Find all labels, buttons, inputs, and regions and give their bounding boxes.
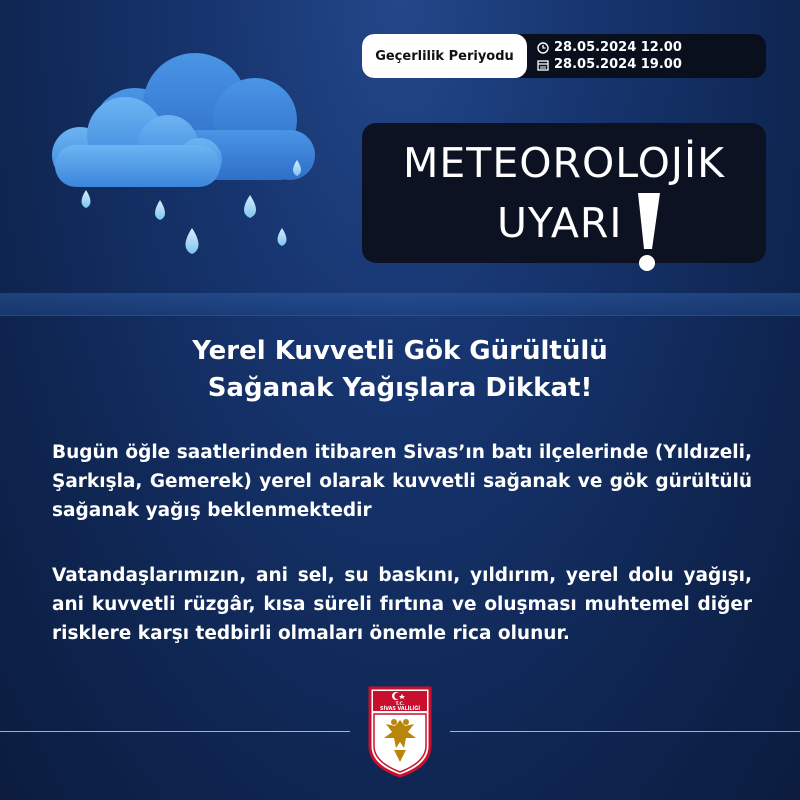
logo-text-top: T.C. [395,702,405,707]
sivas-valiligi-logo [368,686,432,778]
footer-line-left [0,731,350,732]
footer-line-right [450,731,800,732]
validity-start: 28.05.2024 12.00 [554,40,682,55]
validity-start-row [537,39,682,56]
validity-end: 28.05.2024 19.00 [554,57,682,72]
warning-title-box [362,123,766,263]
title-line-1: METEOROLOJİK [403,139,725,187]
validity-end-row [537,56,682,73]
headline-line-1: Yerel Kuvvetli Gök Gürültülü [192,336,608,366]
calendar-icon [537,59,549,71]
clock-icon [537,42,549,54]
validity-period-badge [362,34,766,78]
logo-text-main: SİVAS VALİLİĞİ [380,707,420,712]
validity-label: Geçerlilik Periyodu [362,34,527,78]
headline [0,333,800,407]
headline-line-2: Sağanak Yağışlara Dikkat! [207,373,593,403]
body-paragraph-1: Bugün öğle saatlerinden itibaren Sivas’ın batı ilçelerinde (Yıldızeli, Şarkışla, Gemerek) yerel olarak kuvvetli sağanak ve gök gürültülü sağanak yağış beklenmektedir [52,442,752,521]
divider-line [0,315,800,316]
body-paragraph-2: Vatandaşlarımızın, ani sel, su baskını, yıldırım, yerel dolu yağışı, ani kuvvetli rüzgâr, kısa süreli fırtına ve oluşması muhtemel diğer risklere karşı tedbirli olmaları önemle rica olunur. [52,565,752,644]
title-line-2: UYARI [497,199,623,247]
rain-cloud-icon [40,50,330,280]
exclamation-icon [630,193,666,275]
validity-dates [537,39,682,73]
divider-band [0,293,800,315]
